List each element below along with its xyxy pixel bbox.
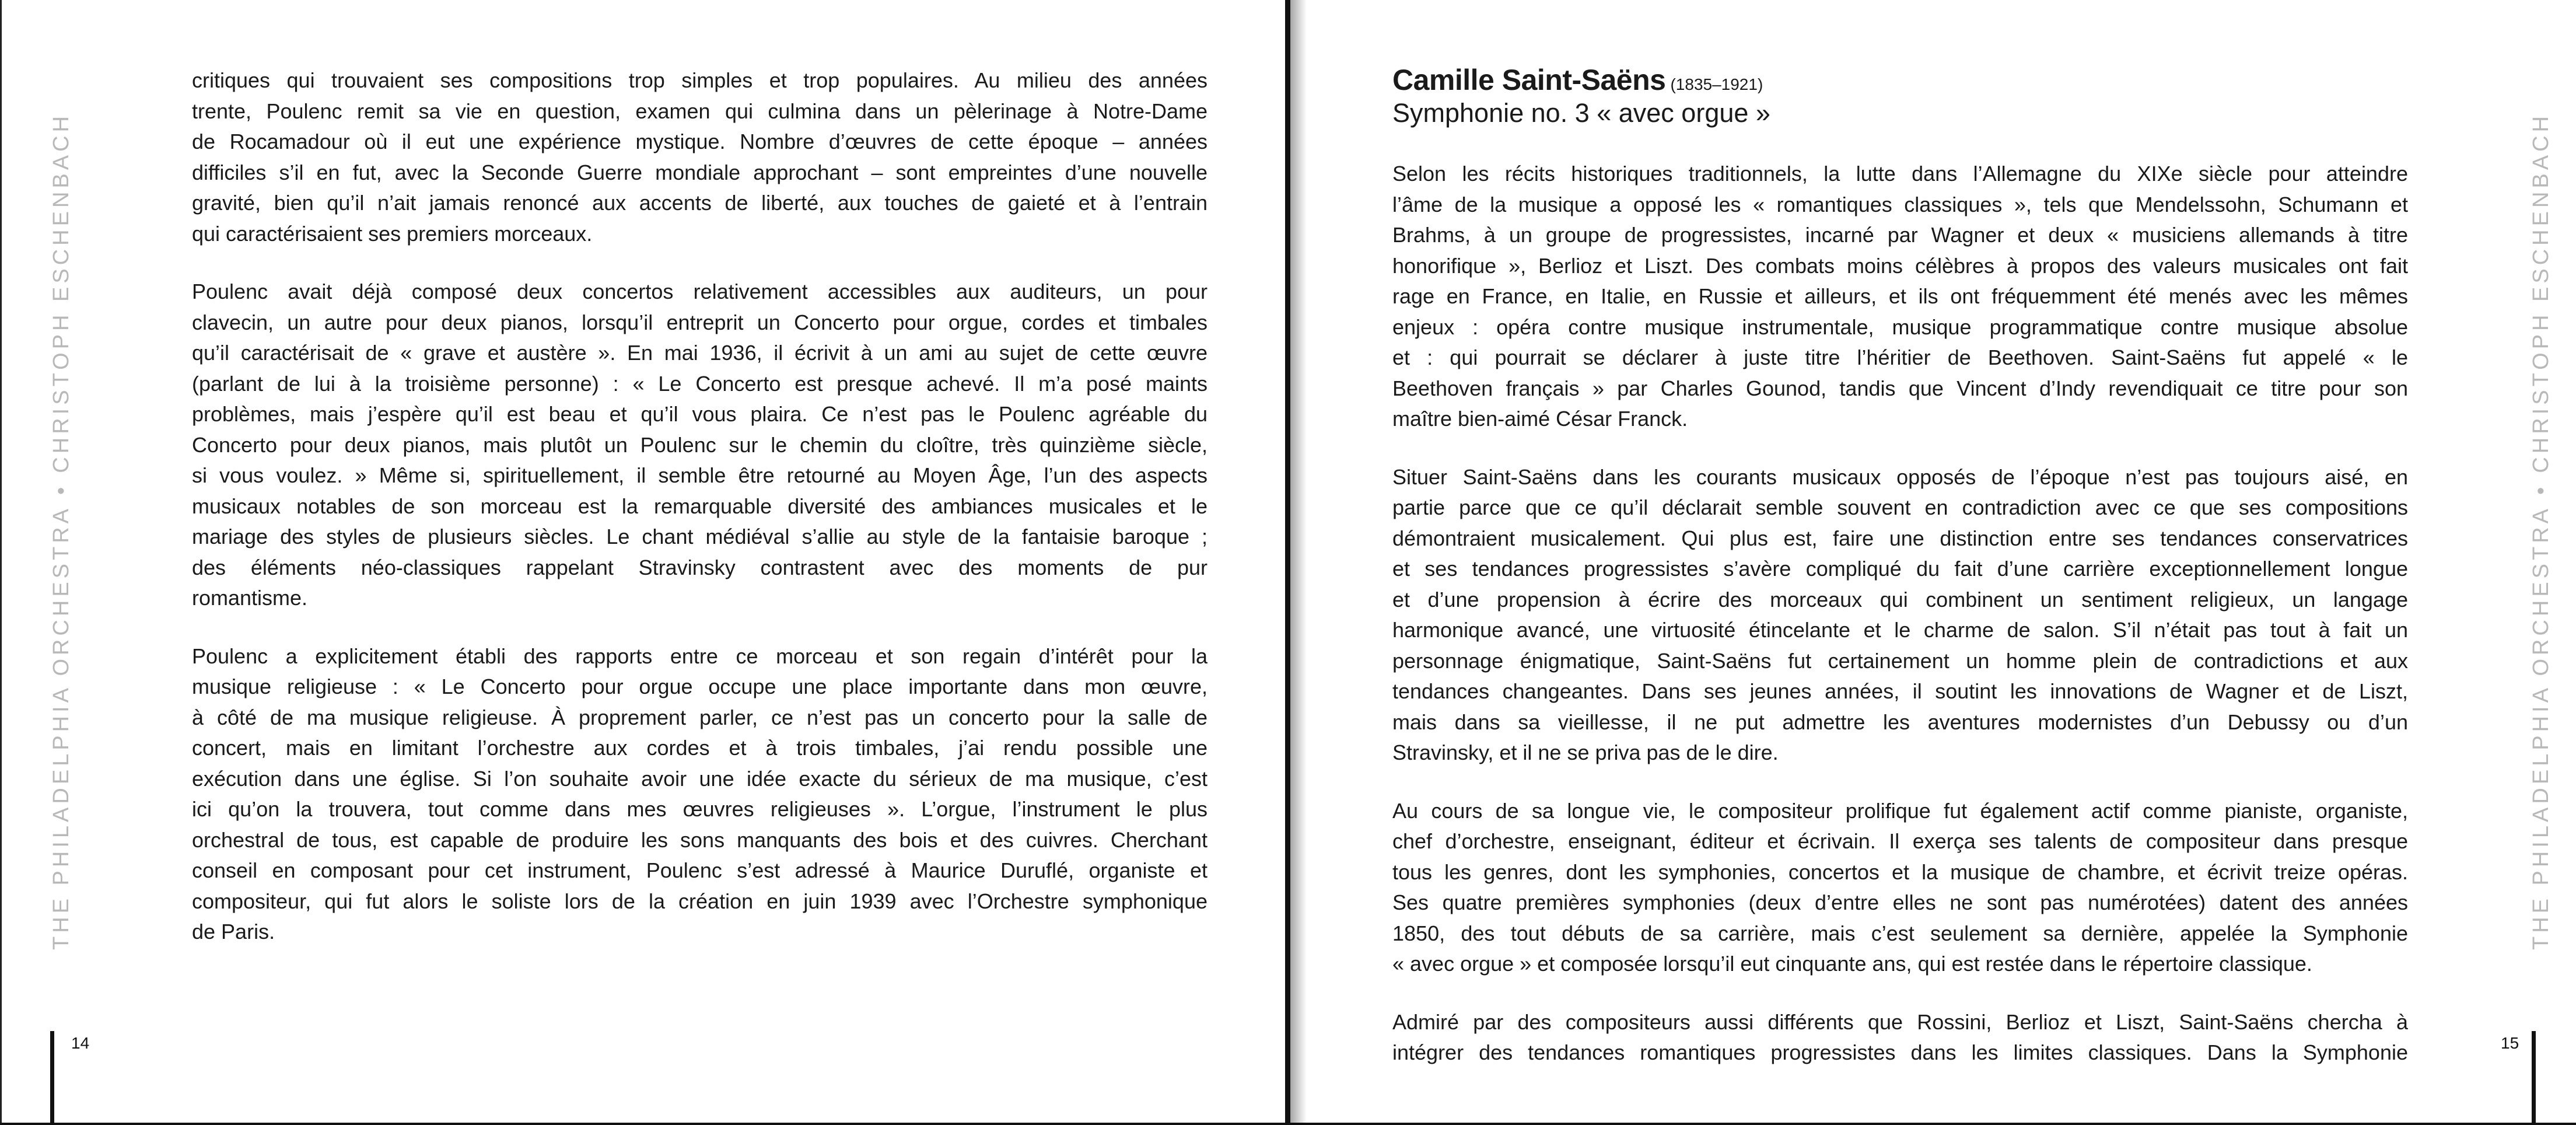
text-line: mais dans sa vieillesse, il ne put admettre les aventures modernistes d’un Debussy ou d’un bbox=[1392, 710, 2408, 734]
text-line: qu’il caractérisait de « grave et austère ». En mai 1936, il écrivit à un ami au sujet de cette œuvre bbox=[192, 341, 1208, 365]
text-line: musique religieuse : « Le Concerto pour orgue occupe une place importante dans mon œuvre, bbox=[192, 675, 1208, 698]
right-page bbox=[1287, 0, 2576, 1125]
paragraph-gap bbox=[1392, 980, 2408, 1007]
text-line: Ses quatre premières symphonies (deux d’entre elles ne sont pas numérotées) datent des années bbox=[1392, 890, 2408, 914]
text-line: à côté de ma musique religieuse. À proprement parler, ce n’est pas un concerto pour la salle de bbox=[192, 705, 1208, 729]
work-title: Symphonie no. 3 « avec orgue » bbox=[1392, 98, 1770, 128]
piece-heading bbox=[1392, 0, 2408, 130]
text-line: chef d’orchestre, enseignant, éditeur et écrivain. Il exerça ses talents de compositeur dans presque bbox=[1392, 829, 2408, 853]
right-page-paragraphs bbox=[1392, 159, 2408, 1068]
text-line: des éléments néo-classiques rappelant Stravinsky contrastent avec des moments de pur bbox=[192, 555, 1208, 579]
text-line: Au cours de sa longue vie, le compositeur prolifique fut également actif comme pianiste, organiste, bbox=[1392, 798, 2408, 823]
page-number-rule-right bbox=[2532, 1031, 2536, 1125]
left-page-body bbox=[192, 0, 1208, 948]
paragraph-gap bbox=[1392, 435, 2408, 462]
text-line: l’âme de la musique a opposé les « romantiques classiques », tels que Mendelssohn, Schumann et bbox=[1392, 192, 2408, 216]
text-line: maître bien-aimé César Franck. bbox=[1392, 407, 1688, 431]
text-line: mariage des styles de plusieurs siècles. Le chant médiéval s’allie au style de la fantaisie baroque ; bbox=[192, 525, 1208, 548]
orchestra-name: THE PHILADELPHIA ORCHESTRA bbox=[2529, 505, 2553, 950]
text-line: conseil en composant pour cet instrument, Poulenc s’est adressé à Maurice Duruflé, organiste et bbox=[192, 858, 1208, 882]
page-number-right: 15 bbox=[2501, 1034, 2519, 1052]
text-line: Poulenc avait déjà composé deux concertos relativement accessibles aux auditeurs, un pour bbox=[192, 279, 1208, 303]
text-line: harmonique avancé, une virtuosité étincelante et le charme de salon. S’il n’était pas tout à fait un bbox=[1392, 618, 2408, 642]
paragraph bbox=[192, 65, 1208, 249]
text-line: qui caractérisaient ses premiers morceaux. bbox=[192, 221, 593, 246]
text-line: romantisme. bbox=[192, 586, 308, 610]
text-line: honorifique », Berlioz et Liszt. Des combats moins célèbres à propos des valeurs musicales ont fait bbox=[1392, 253, 2408, 278]
paragraph bbox=[192, 641, 1208, 948]
text-line: compositeur, qui fut alors le soliste lors de la création en juin 1939 avec l’Orchestre symphonique bbox=[192, 889, 1208, 913]
conductor-name: CHRISTOPH ESCHENBACH bbox=[49, 113, 74, 473]
page-number-rule-left bbox=[50, 1031, 54, 1125]
text-line: tous les genres, dont les symphonies, concertos et la musique de chambre, et écrivit treize opéras. bbox=[1392, 860, 2408, 884]
text-line: exécution dans une église. Si l’on souhaite avoir une idée exacte du sérieux de ma musique, c’est bbox=[192, 766, 1208, 791]
text-line: clavecin, un autre pour deux pianos, lorsqu’il entreprit un Concerto pour orgue, cordes et timbales bbox=[192, 310, 1208, 334]
separator-bullet: • bbox=[49, 483, 74, 495]
right-page-body bbox=[1392, 0, 2408, 1068]
text-line: Beethoven français » par Charles Gounod, tandis que Vincent d’Indy revendiquait ce titre pour son bbox=[1392, 376, 2408, 400]
composer-name: Camille Saint-Saëns bbox=[1392, 64, 1666, 96]
text-line: orchestral de tous, est capable de produire les sons manquants des bois et des cuivres. Cherchant bbox=[192, 827, 1208, 852]
text-line: et ses tendances progressistes s’avère compliqué du fait d’une carrière exceptionnellement longue bbox=[1392, 557, 2408, 581]
text-line: de Paris. bbox=[192, 920, 275, 944]
text-line: (parlant de lui à la troisième personne) : « Le Concerto est presque achevé. Il m’a posé maints bbox=[192, 371, 1208, 396]
text-line: Concerto pour deux pianos, mais plutôt un Poulenc sur le chemin du cloître, très quinzième siècle, bbox=[192, 432, 1208, 457]
text-line: enjeux : opéra contre musique instrumentale, musique programmatique contre musique absolue bbox=[1392, 315, 2408, 339]
paragraph bbox=[1392, 462, 2408, 768]
text-line: gravité, bien qu’il n’ait jamais renoncé aux accents de liberté, aux touches de gaieté et à l’entrain bbox=[192, 191, 1208, 215]
composer-dates: (1835–1921) bbox=[1670, 75, 1763, 93]
text-line: tendances changeantes. Dans ses jeunes années, il soutint les innovations de Wagner et de Liszt, bbox=[1392, 679, 2408, 703]
conductor-name: CHRISTOPH ESCHENBACH bbox=[2529, 113, 2553, 473]
composer-line bbox=[1392, 63, 2408, 97]
left-page bbox=[0, 0, 1287, 1125]
text-line: Selon les récits historiques traditionnels, la lutte dans l’Allemagne du XIXe siècle pour atteindre bbox=[1392, 162, 2408, 186]
text-line: musicaux notables de son morceau est la remarquable diversité des ambiances musicales et le bbox=[192, 494, 1208, 518]
text-line: difficiles s’il en fut, avec la Seconde Guerre mondiale approchant – sont empreintes d’une nouvelle bbox=[192, 160, 1208, 184]
text-line: Poulenc a explicitement établi des rapports entre ce morceau et son regain d’intérêt pour la bbox=[192, 644, 1208, 668]
paragraph bbox=[192, 277, 1208, 614]
text-line: de Rocamadour où il eut une expérience mystique. Nombre d’œuvres de cette époque – années bbox=[192, 130, 1208, 153]
text-line: rage en France, en Italie, en Russie et ailleurs, et ils ont fréquemment été menés avec les mêmes bbox=[1392, 284, 2408, 308]
text-line: personnage énigmatique, Saint-Saëns fut certainement un homme plein de contradictions et aux bbox=[1392, 648, 2408, 673]
separator-bullet: • bbox=[2529, 483, 2553, 495]
paragraph-gap bbox=[192, 249, 1208, 277]
text-line: 1850, des tout débuts de sa carrière, mais c’est seulement sa dernière, appelée la Symphonie bbox=[1392, 921, 2408, 945]
paragraph bbox=[1392, 159, 2408, 435]
running-header-vertical-right bbox=[2529, 113, 2554, 950]
text-line: et : qui pourrait se déclarer à juste titre l’héritier de Beethoven. Saint-Saëns fut appelé « le bbox=[1392, 345, 2408, 369]
text-line: concert, mais en limitant l’orchestre aux cordes et à trois timbales, j’ai rendu possible une bbox=[192, 736, 1208, 760]
orchestra-name: THE PHILADELPHIA ORCHESTRA bbox=[49, 505, 74, 950]
text-line: critiques qui trouvaient ses compositions trop simples et trop populaires. Au milieu des années bbox=[192, 68, 1208, 92]
text-line: problèmes, mais j’espère qu’il est beau et qu’il vous plaira. Ce n’est pas le Poulenc agréable du bbox=[192, 402, 1208, 426]
text-line: démontraient musicalement. Qui plus est, faire une distinction entre ses tendances conservatrices bbox=[1392, 526, 2408, 550]
page-number-left: 14 bbox=[71, 1034, 90, 1052]
running-header-vertical-left bbox=[49, 113, 74, 950]
text-line: « avec orgue » et composée lorsqu’il eut cinquante ans, qui est restée dans le répertoire classique. bbox=[1392, 952, 2312, 976]
paragraph bbox=[1392, 796, 2408, 980]
text-line: intégrer des tendances romantiques progressistes dans les limites classiques. Dans la Symphonie bbox=[1392, 1040, 2408, 1064]
text-line: Brahms, à un groupe de progressistes, incarné par Wagner et deux « musiciens allemands à titre bbox=[1392, 223, 2408, 247]
text-line: et d’une propension à écrire des morceaux qui combinent un sentiment religieux, un langage bbox=[1392, 587, 2408, 612]
text-line: Admiré par des compositeurs aussi différents que Rossini, Berlioz et Liszt, Saint-Saëns chercha à bbox=[1392, 1009, 2408, 1034]
text-line: trente, Poulenc remit sa vie en question, examen qui culmina dans un pèlerinage à Notre-Dame bbox=[192, 99, 1208, 123]
text-line: Stravinsky, et il ne se priva pas de le dire. bbox=[1392, 740, 1779, 764]
text-line: Situer Saint-Saëns dans les courants musicaux opposés de l’époque n’est pas toujours aisé, en bbox=[1392, 464, 2408, 489]
text-line: ici qu’on la trouvera, tout comme dans mes œuvres religieuses ». L’orgue, l’instrument le plus bbox=[192, 797, 1208, 821]
paragraph-gap bbox=[1392, 768, 2408, 796]
text-line: si vous voulez. » Même si, spirituellement, il semble être retourné au Moyen Âge, l’un des aspects bbox=[192, 463, 1208, 487]
paragraph-gap bbox=[192, 614, 1208, 641]
paragraph bbox=[1392, 1007, 2408, 1068]
text-line: partie parce que ce qu’il déclarait semble souvent en contradiction avec ce que ses compositions bbox=[1392, 495, 2408, 519]
